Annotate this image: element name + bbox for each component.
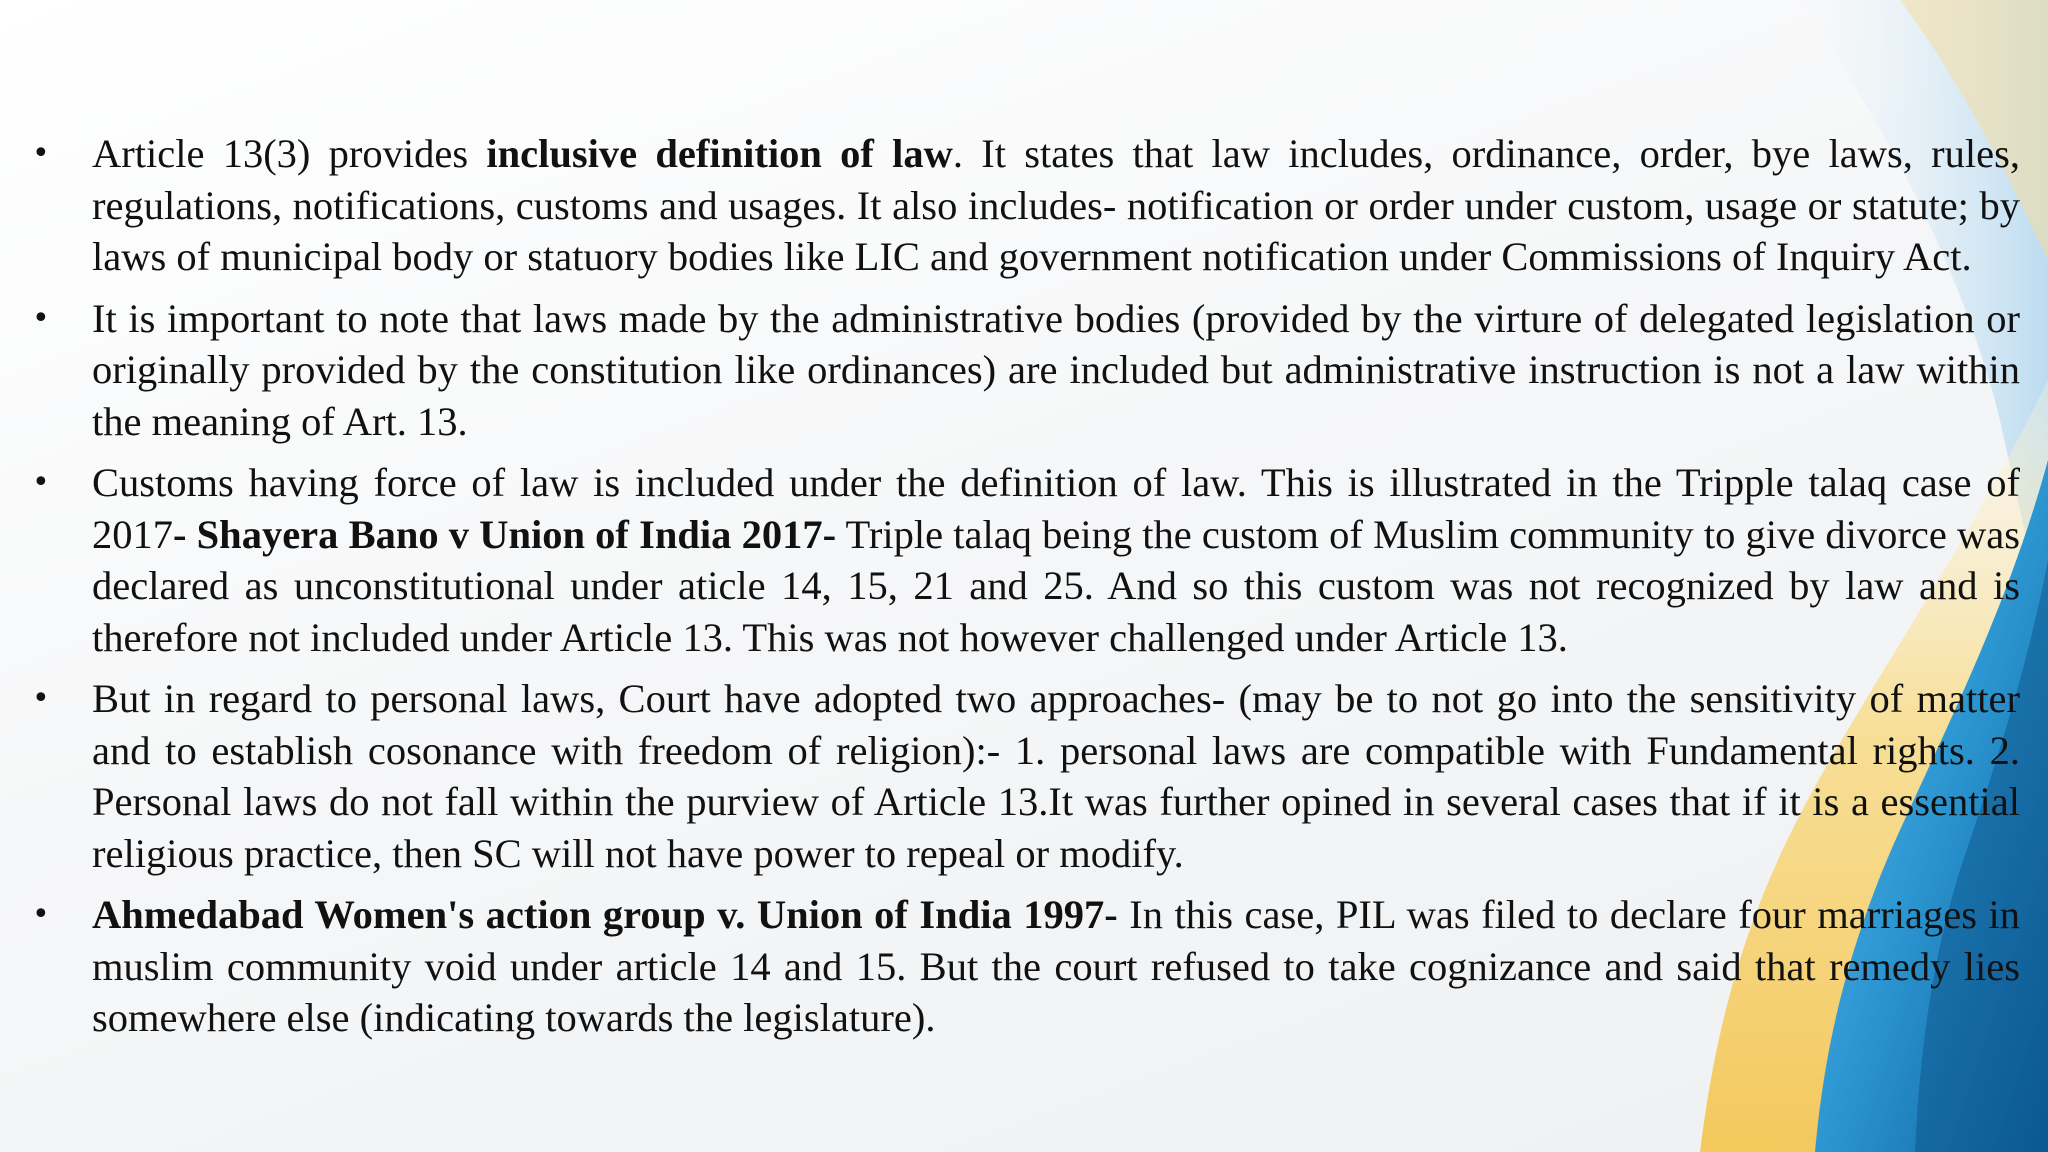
bullet-item-2 [30,293,2020,448]
bullet-marker: • [32,897,50,932]
case-citation: Ahmedabad Women's action group v. Union of India 1997- [92,892,1118,937]
bullet-marker: • [32,136,50,171]
bullet-text: But in regard to personal laws, Court have adopted two approaches- (may be to not go into the sensitivity of matter and to establish cosonance with freedom of religion):- 1. personal laws are compatible with Fundamental rights. 2. Personal laws do not fall within the purview of Article 13.It was further opined in several cases that if it is a essential religious practice, then SC will not have power to repeal or modify. [92,676,2020,876]
bullet-list [30,128,2020,1054]
bullet-text: Article 13(3) provides inclusive definition of law. It states that law includes, ordinance, order, bye laws, rules, regulations, notifications, customs and usages. It also includes- notification or order under custom, usage or statute; by laws of municipal body or statuory bodies like LIC and government notification under Commissions of Inquiry Act. [92,131,2020,279]
bullet-marker: • [32,465,50,500]
bullet-text: Ahmedabad Women's action group v. Union of India 1997- In this case, PIL was filed to declare four marriages in muslim community void under article 14 and 15. But the court refused to take cognizance and said that remedy lies somewhere else (indicating towards the legislature). [92,892,2020,1040]
bullet-text: It is important to note that laws made by the administrative bodies (provided by the virture of delegated legislation or originally provided by the constitution like ordinances) are included but administrative instruction is not a law within the meaning of Art. 13. [92,295,2020,444]
bullet-text: Customs having force of law is included under the definition of law. This is illustrated in the Tripple talaq case of 2017- Shayera Bano v Union of India 2017- Triple talaq being the custom of Muslim community to give divorce was declared as unconstitutional under aticle 14, 15, 21 and 25. And so this custom was not recognized by law and is therefore not included under Article 13. This was not however challenged under Article 13. [92,460,2021,660]
bullet-item-3 [30,457,2020,663]
bullet-item-5 [30,889,2020,1044]
bullet-marker: • [32,300,50,336]
bold-term: inclusive definition of law [486,131,953,176]
case-citation: - Shayera Bano v Union of India 2017- [173,511,837,557]
bullet-item-1 [30,128,2020,283]
bullet-item-4 [30,673,2020,879]
bullet-marker: • [32,681,50,716]
